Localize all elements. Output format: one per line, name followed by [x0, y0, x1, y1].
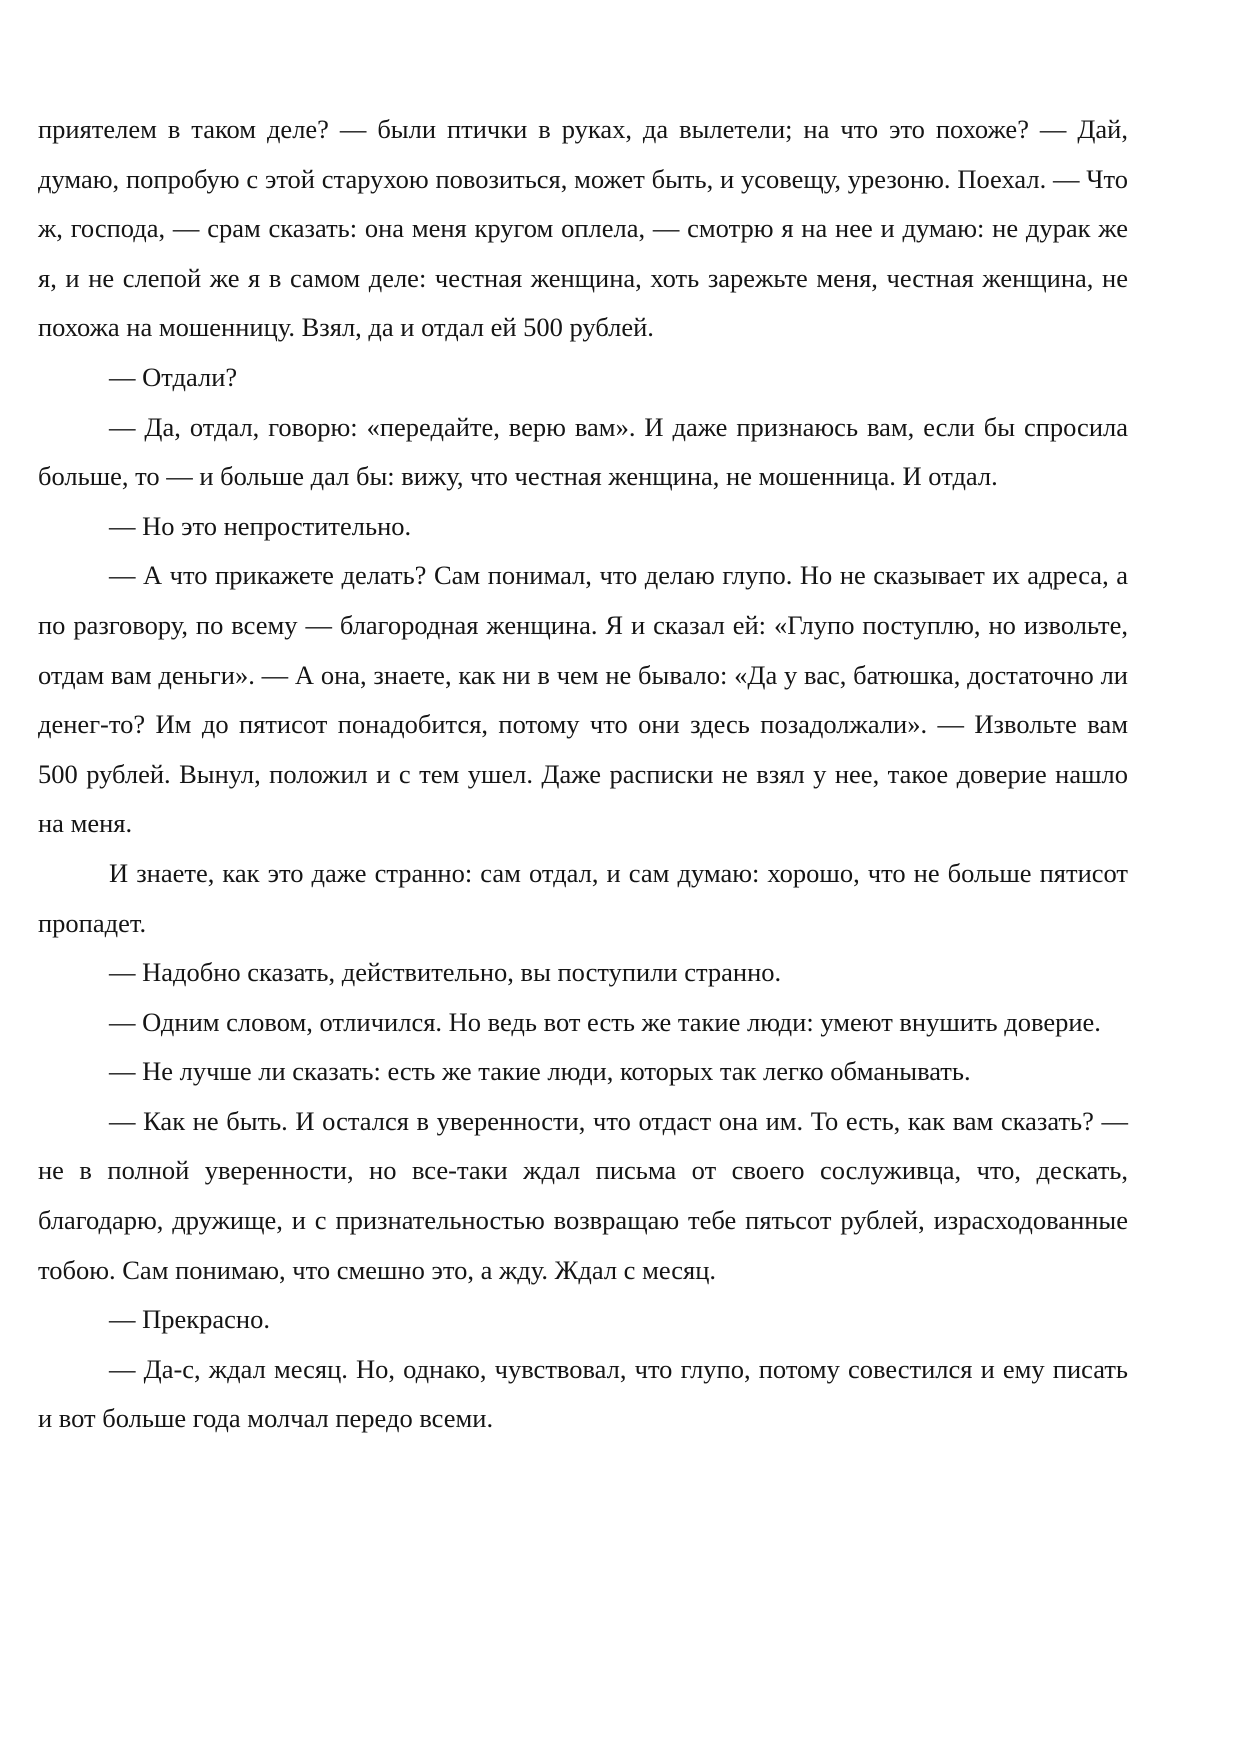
paragraph-11: — Прекрасно.: [109, 1304, 270, 1335]
paragraph-10: — Как не быть. И остался в уверенности, что отдаст она им. То есть, как вам сказать? — не в полной уверенности, но все-таки ждал письма от своего сослуживца, что, дескать, благодарю, дружище, и с признательностью возвращаю тебе пятьсот рублей, израсходованные тобою. Сам понимаю, что смешно это, а жду. Ждал с месяц.: [38, 1105, 1128, 1285]
paragraph-1: приятелем в таком деле? — были птички в руках, да вылетели; на что это похоже? — Дай, думаю, попробую с этой старухою повозиться, может быть, и усовещу, урезоню. Поехал. — Что ж, господа, — срам сказать: она меня кругом оплела, — смотрю я на нее и думаю: не дурак же я, и не слепой же я в самом деле: честная женщина, хоть зарежьте меня, честная женщина, не похожа на мошенницу. Взял, да и отдал ей 500 рублей.: [38, 114, 1128, 343]
paragraph-8: — Одним словом, отличился. Но ведь вот есть же такие люди: умеют внушить доверие.: [109, 1006, 1101, 1037]
document-page: [38, 105, 1128, 1444]
paragraph-3: — Да, отдал, говорю: «передайте, верю вам». И даже признаюсь вам, если бы спросила больше, то — и больше дал бы: вижу, что честная женщина, не мошенница. И отдал.: [38, 411, 1128, 492]
paragraph-6: И знаете, как это даже странно: сам отдал, и сам думаю: хорошо, что не больше пятисот пропадет.: [38, 857, 1128, 938]
paragraph-2: — Отдали?: [109, 361, 238, 392]
paragraph-4: — Но это непростительно.: [109, 510, 412, 541]
paragraph-9: — Не лучше ли сказать: есть же такие люди, которых так легко обманывать.: [109, 1056, 971, 1087]
paragraph-5: — А что прикажете делать? Сам понимал, что делаю глупо. Но не сказывает их адреса, а по разговору, по всему — благородная женщина. Я и сказал ей: «Глупо поступлю, но извольте, отдам вам деньги». — А она, знаете, как ни в чем не бывало: «Да у вас, батюшка, достаточно ли денег-то? Им до пятисот понадобится, потому что они здесь позадолжали». — Извольте вам 500 рублей. Вынул, положил и с тем ушел. Даже расписки не взял у нее, такое доверие нашло на меня.: [38, 560, 1128, 839]
paragraph-12: — Да-с, ждал месяц. Но, однако, чувствовал, что глупо, потому совестился и ему писать и вот больше года молчал передо всеми.: [38, 1353, 1128, 1434]
paragraph-7: — Надобно сказать, действительно, вы поступили странно.: [109, 957, 782, 988]
